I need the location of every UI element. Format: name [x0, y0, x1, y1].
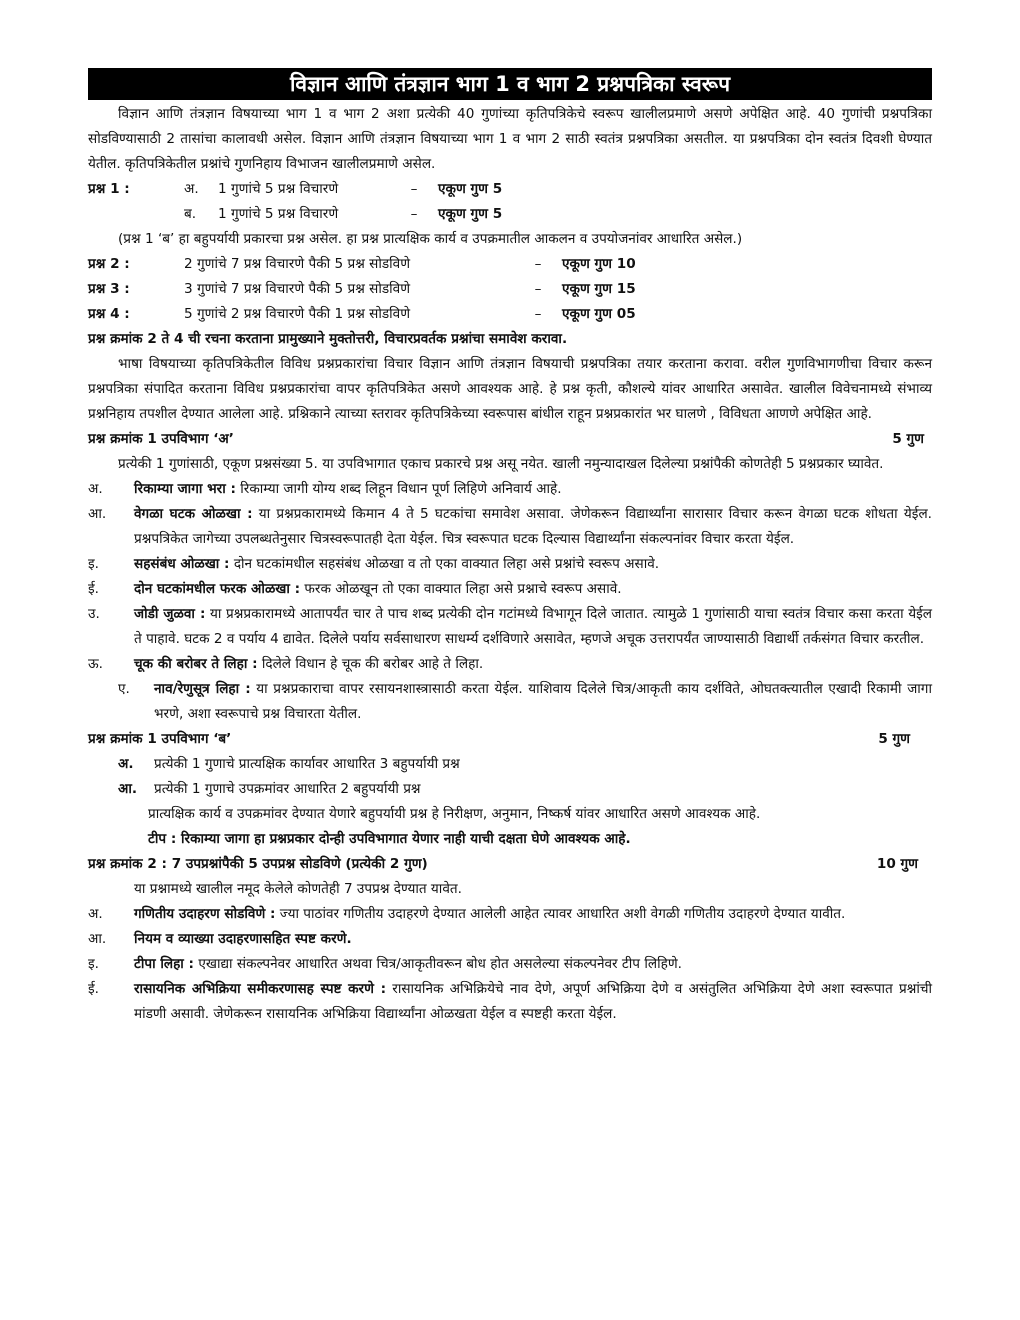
sec1a-intro: प्रत्येकी 1 गुणांसाठी, एकूण प्रश्नसंख्या 5. या उपविभागात एकाच प्रकारचे प्रश्न असू नयेत. खाली नमुन्यादाखल दिलेल्या प्रश्नांपैकी कोणतेही 5 प्रश्नप्रकार घ्यावेत. — [118, 456, 884, 472]
sec1a-item: ई. दोन घटकांमधील फरक ओळखा : फरक ओळखून तो एका वाक्यात लिहा असे प्रश्नाचे स्वरूप असावे. — [88, 581, 622, 597]
q3-label: प्रश्न 3 : — [88, 281, 130, 297]
sec1b-item: अ. प्रत्येकी 1 गुणाचे प्रात्यक्षिक कार्यावर आधारित 3 बहुपर्यायी प्रश्न — [118, 756, 460, 772]
q1-a-dash: – — [410, 181, 418, 197]
sec2-item: आ. नियम व व्याख्या उदाहरणासहित स्पष्ट करणे. — [88, 931, 352, 947]
q4-total: एकूण गुण 05 — [562, 306, 636, 322]
intro-paragraph: विज्ञान आणि तंत्रज्ञान विषयाच्या भाग 1 व भाग 2 अशा प्रत्येकी 40 गुणांच्या कृतिपत्रिकेचे स्वरूप खालीलप्रमाणे असणे अपेक्षित आहे. 40 गुणांची प्रश्नपत्रिका सोडविण्यासाठी 2 तासांचा कालावधी असेल. विज्ञान आणि तंत्रज्ञान विषयाच्या भाग 1 व भाग 2 साठी स्वतंत्र प्रश्नपत्रिका असतील. या प्रश्नपत्रिका दोन स्वतंत्र दिवशी घेण्यात येतील. कृतिपत्रिकेतील प्रश्नांचे गुणनिहाय विभाजन खालीलप्रमाणे असेल. — [88, 106, 932, 172]
document-page — [88, 68, 932, 1027]
q1-b-letter: ब. — [184, 206, 197, 222]
item-heading: दोन घटकांमधील फरक ओळखा : — [134, 581, 301, 597]
q2-total: एकूण गुण 10 — [562, 256, 636, 272]
sec1b-marks: 5 गुण — [878, 731, 910, 747]
item-body: रिकाम्या जागी योग्य शब्द लिहून विधान पूर्ण लिहिणे अनिवार्य आहे. — [235, 481, 562, 497]
sec1a-item: ऊ. चूक की बरोबर ते लिहा : दिलेले विधान हे चूक की बरोबर आहे ते लिहा. — [88, 656, 484, 672]
sec1b-para: प्रात्यक्षिक कार्य व उपक्रमांवर देण्यात येणारे बहुपर्यायी प्रश्न हे निरीक्षण, अनुमान, निष्कर्ष यांवर आधारित असणे आवश्यक आहे. — [148, 806, 761, 822]
q1-a-total: एकूण गुण 5 — [438, 181, 503, 197]
item-heading: नाव/रेणुसूत्र लिहा : — [154, 681, 251, 697]
sec1a-heading: प्रश्न क्रमांक 1 उपविभाग ‘अ’ — [88, 431, 234, 447]
q1-b-text: 1 गुणांचे 5 प्रश्न विचारणे — [218, 206, 339, 222]
q2-dash: – — [534, 256, 542, 272]
item-heading: गणितीय उदाहरण सोडविणे : — [134, 906, 276, 922]
q1-row-b — [88, 202, 932, 227]
q1-b-total: एकूण गुण 5 — [438, 206, 503, 222]
sec1b-item: आ. प्रत्येकी 1 गुणाचे उपक्रमांवर आधारित 2 बहुपर्यायी प्रश्न — [118, 781, 421, 797]
q3-dash: – — [534, 281, 542, 297]
q4-dash: – — [534, 306, 542, 322]
item-body: दिलेले विधान हे चूक की बरोबर आहे ते लिहा. — [257, 656, 484, 672]
q4-row — [88, 302, 932, 327]
q1-b-dash: – — [410, 206, 418, 222]
q2-row — [88, 252, 932, 277]
q2-text: 2 गुणांचे 7 प्रश्न विचारणे पैकी 5 प्रश्न सोडविणे — [184, 256, 411, 272]
q1-label: प्रश्न 1 : — [88, 181, 130, 197]
sec1a-heading-row — [88, 427, 932, 452]
q2-4-note: प्रश्न क्रमांक 2 ते 4 ची रचना करताना प्रामुख्याने मुक्तोत्तरी, विचारप्रवर्तक प्रश्नांचा समावेश करावा. — [88, 331, 568, 347]
q4-label: प्रश्न 4 : — [88, 306, 130, 322]
sec2-marks: 10 गुण — [876, 856, 918, 872]
q1-a-text: 1 गुणांचे 5 प्रश्न विचारणे — [218, 181, 339, 197]
item-heading: टीपा लिहा : — [134, 956, 194, 972]
item-heading: चूक की बरोबर ते लिहा : — [134, 656, 258, 672]
sec1a-marks: 5 गुण — [892, 431, 924, 447]
q1-a-letter: अ. — [184, 181, 199, 197]
item-body: दोन घटकांमधील सहसंबंध ओळखा व तो एका वाक्यात लिहा असे प्रश्नांचे स्वरूप असावे. — [229, 556, 660, 572]
page-title: विज्ञान आणि तंत्रज्ञान भाग 1 व भाग 2 प्रश्नपत्रिका स्वरूप — [88, 68, 932, 100]
sec2-item: इ. टीपा लिहा : एखाद्या संकल्पनेवर आधारित अथवा चित्र/आकृतीवरून बोध होत असलेल्या संकल्पनेवर टीप लिहिणे. — [88, 956, 682, 972]
q2-label: प्रश्न 2 : — [88, 256, 130, 272]
q4-text: 5 गुणांचे 2 प्रश्न विचारणे पैकी 1 प्रश्न सोडविणे — [184, 306, 411, 322]
q3-row — [88, 277, 932, 302]
sec2-item: अ. गणितीय उदाहरण सोडविणे : ज्या पाठांवर गणितीय उदाहरणे देण्यात आलेली आहेत त्यावर आधारित अशी वेगळी गणितीय उदाहरणे देण्यात यावीत. — [88, 906, 846, 922]
item-heading: वेगळा घटक ओळखा : — [134, 506, 253, 522]
item-heading: रासायनिक अभिक्रिया समीकरणासह स्पष्ट करणे : — [134, 981, 387, 997]
sec1a-subitem: ए. नाव/रेणुसूत्र लिहा : या प्रश्नप्रकाराचा वापर रसायनशास्त्रासाठी करता येईल. याशिवाय दिलेले चित्र/आकृती काय दर्शविते, ओघतक्त्यातील एखादी रिकामी जागा भरणे, अशा स्वरूपाचे प्रश्न विचारता येतील. — [118, 681, 932, 722]
item-body: रासायनिक अभिक्रियेचे नाव देणे, अपूर्ण अभिक्रिया देणे व असंतुलित अभिक्रिया देणे अशा स्वरूपात प्रश्नांची मांडणी असावी. जेणेकरून रासायनिक अभिक्रिया विद्यार्थ्यांना ओळखता येईल व स्पष्टही करता येईल. — [134, 981, 932, 1022]
sec1b-note: टीप : रिकाम्या जागा हा प्रश्नप्रकार दोन्ही उपविभागात येणार नाही याची दक्षता घेणे आवश्यक आहे. — [148, 831, 631, 847]
item-body: ज्या पाठांवर गणितीय उदाहरणे देण्यात आलेली आहेत त्यावर आधारित अशी वेगळी गणितीय उदाहरणे देण्यात यावीत. — [275, 906, 846, 922]
item-body: या प्रश्नप्रकारामध्ये आतापर्यंत चार ते पाच शब्द प्रत्येकी दोन गटांमध्ये विभागून दिले जातात. त्यामुळे 1 गुणांसाठी याचा स्वतंत्र विचार कसा करता येईल ते पाहावे. घटक 2 व पर्याय 4 द्यावेत. दिलेले पर्याय सर्वसाधारण साधर्म्य दर्शविणारे असावेत, म्हणजे अचूक उत्तरापर्यंत जाण्यासाठी विद्यार्थी तर्कसंगत विचार करतील. — [134, 606, 932, 647]
item-heading: जोडी जुळवा : — [134, 606, 206, 622]
item-heading: नियम व व्याख्या उदाहरणासहित स्पष्ट करणे. — [134, 931, 352, 947]
q3-text: 3 गुणांचे 7 प्रश्न विचारणे पैकी 5 प्रश्न सोडविणे — [184, 281, 411, 297]
sec1b-heading-row — [88, 727, 932, 752]
sec2-item: ई. रासायनिक अभिक्रिया समीकरणासह स्पष्ट करणे : रासायनिक अभिक्रियेचे नाव देणे, अपूर्ण अभिक्रिया देणे व असंतुलित अभिक्रिया देणे अशा स्वरूपात प्रश्नांची मांडणी असावी. जेणेकरून रासायनिक अभिक्रिया विद्यार्थ्यांना ओळखता येईल व स्पष्टही करता येईल. — [88, 981, 932, 1022]
para-2: भाषा विषयाच्या कृतिपत्रिकेतील विविध प्रश्नप्रकारांचा विचार विज्ञान आणि तंत्रज्ञान विषयाची प्रश्नपत्रिका तयार करताना करावा. वरील गुणविभागणीचा विचार करून प्रश्नपत्रिका संपादित करताना विविध प्रश्नप्रकारांचा वापर कृतिपत्रिकेत असणे आवश्यक आहे. हे प्रश्न कृती, कौशल्ये यांवर आधारित असावेत. खालील विवेचनामध्ये संभाव्य प्रश्ननिहाय तपशील देण्यात आलेला आहे. प्रश्निकाने त्याच्या स्तरावर कृतिपत्रिकेच्या स्वरूपास बांधील राहून प्रश्नप्रकारांत भर घालणे , विविधता आणणे अपेक्षित आहे. — [88, 356, 932, 422]
sec2-heading-row — [88, 852, 932, 877]
item-heading: रिकाम्या जागा भरा : — [134, 481, 236, 497]
item-heading: सहसंबंध ओळखा : — [134, 556, 230, 572]
sec1a-item: उ. जोडी जुळवा : या प्रश्नप्रकारामध्ये आतापर्यंत चार ते पाच शब्द प्रत्येकी दोन गटांमध्ये विभागून दिले जातात. त्यामुळे 1 गुणांसाठी याचा स्वतंत्र विचार कसा करता येईल ते पाहावे. घटक 2 व पर्याय 4 द्यावेत. दिलेले पर्याय सर्वसाधारण साधर्म्य दर्शविणारे असावेत, म्हणजे अचूक उत्तरापर्यंत जाण्यासाठी विद्यार्थी तर्कसंगत विचार करतील. — [88, 606, 932, 647]
item-body: एखाद्या संकल्पनेवर आधारित अथवा चित्र/आकृतीवरून बोध होत असलेल्या संकल्पनेवर टीप लिहिणे. — [194, 956, 682, 972]
sec1a-item: अ. रिकाम्या जागा भरा : रिकाम्या जागी योग्य शब्द लिहून विधान पूर्ण लिहिणे अनिवार्य आहे. — [88, 481, 562, 497]
sec1b-heading: प्रश्न क्रमांक 1 उपविभाग ‘ब’ — [88, 731, 232, 747]
q1-note: (प्रश्न 1 ‘ब’ हा बहुपर्यायी प्रकारचा प्रश्न असेल. हा प्रश्न प्रात्यक्षिक कार्य व उपक्रमातील आकलन व उपयोजनांवर आधारित असेल.) — [118, 231, 743, 247]
sec2-intro: या प्रश्नामध्ये खालील नमूद केलेले कोणतेही 7 उपप्रश्न देण्यात यावेत. — [134, 881, 462, 897]
q1-row-a — [88, 177, 932, 202]
item-body: या प्रश्नप्रकारामध्ये किमान 4 ते 5 घटकांचा समावेश असावा. जेणेकरून विद्यार्थ्यांना सारासार विचार करून वेगळा घटक शोधता येईल. प्रश्नपत्रिकेत जागेच्या उपलब्धतेनुसार चित्रस्वरूपातही देता येईल. चित्र स्वरूपात घटक दिल्यास विद्यार्थ्यांना संकल्पनांवर विचार करता येईल. — [134, 506, 932, 547]
sec1a-item: इ. सहसंबंध ओळखा : दोन घटकांमधील सहसंबंध ओळखा व तो एका वाक्यात लिहा असे प्रश्नांचे स्वरूप असावे. — [88, 556, 660, 572]
item-body: फरक ओळखून तो एका वाक्यात लिहा असे प्रश्नाचे स्वरूप असावे. — [300, 581, 622, 597]
sec2-heading: प्रश्न क्रमांक 2 : 7 उपप्रश्नांपैकी 5 उपप्रश्न सोडविणे (प्रत्येकी 2 गुण) — [88, 856, 428, 872]
sec1a-item: आ. वेगळा घटक ओळखा : या प्रश्नप्रकारामध्ये किमान 4 ते 5 घटकांचा समावेश असावा. जेणेकरून विद्यार्थ्यांना सारासार विचार करून वेगळा घटक शोधता येईल. प्रश्नपत्रिकेत जागेच्या उपलब्धतेनुसार चित्रस्वरूपातही देता येईल. चित्र स्वरूपात घटक दिल्यास विद्यार्थ्यांना संकल्पनांवर विचार करता येईल. — [88, 506, 932, 547]
q3-total: एकूण गुण 15 — [562, 281, 636, 297]
item-body: या प्रश्नप्रकाराचा वापर रसायनशास्त्रासाठी करता येईल. याशिवाय दिलेले चित्र/आकृती काय दर्शविते, ओघतक्त्यातील एखादी रिकामी जागा भरणे, अशा स्वरूपाचे प्रश्न विचारता येतील. — [154, 681, 932, 722]
